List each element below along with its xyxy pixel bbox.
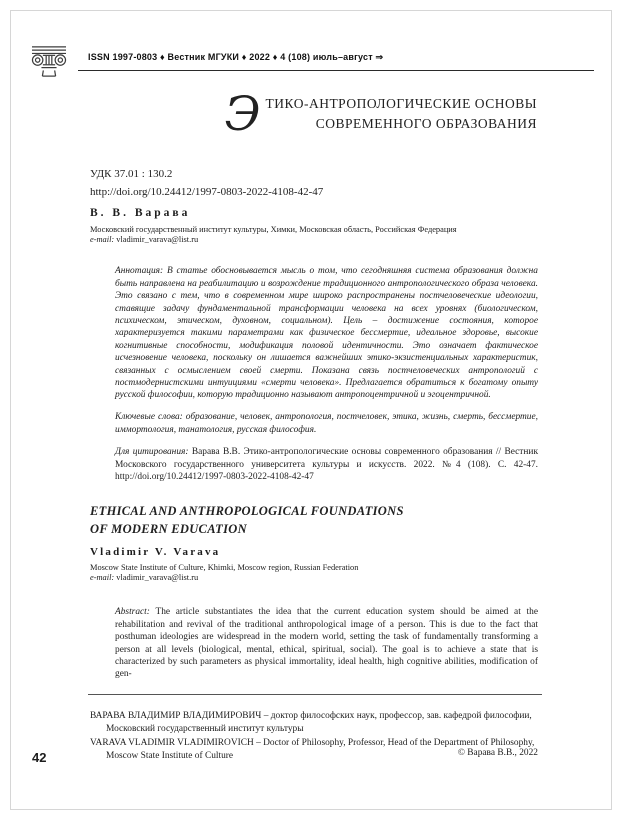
author-en-name: Vladimir V. Varava (90, 546, 221, 558)
email-address-ru: vladimir_varava@list.ru (116, 235, 199, 244)
author-ru-affiliation: Московский государственный институт культуры, Химки, Московская область, Российская Федерация (90, 225, 457, 234)
email-label-en: e-mail: (90, 573, 115, 582)
title-en-line-1: ETHICAL AND ANTHROPOLOGICAL FOUNDATIONS (90, 504, 404, 518)
keywords-label: Ключевые слова: (115, 412, 183, 423)
header-rule (78, 70, 594, 71)
citation-paragraph (115, 446, 538, 483)
annotation-label: Аннотация: (115, 266, 164, 277)
footnote-ru-name: ВАРАВА ВЛАДИМИР ВЛАДИМИРОВИЧ (90, 711, 262, 722)
annotation-paragraph (115, 265, 538, 401)
footnote-en-details: – Doctor of Philosophy, Professor, Head of the Department of Philosophy, Moscow State Institute of Culture (106, 738, 535, 761)
citation-text: Варава В.В. Этико-антропологические основы современного образования // Вестник Московского государственного университета культуры и искусств. 2022. №4 (108). С. 42-47. http://doi.org/10.24412/1997-0803-2022-4108-42-47 (115, 447, 538, 483)
author-en-affiliation: Moscow State Institute of Culture, Khimki, Moscow region, Russian Federation (90, 563, 359, 572)
udk-number: УДК 37.01 : 130.2 (90, 168, 173, 180)
title-line-2: СОВРЕМЕННОГО ОБРАЗОВАНИЯ (315, 116, 537, 131)
title-lines (266, 94, 537, 134)
footnote-en-name: VARAVA VLADIMIR VLADIMIROVICH (90, 738, 254, 749)
abstract-text: The article substantiates the idea that the current education system should be aimed at the rehabilitation and revival of the traditional anthropological image of a person. This is due to the fact that posthuman ideologies are widespread in the modern world, setting the task of fundamentally transforming a person at all levels (biological, mental, ethical, spiritual, social). The goal is to achieve a state that is characterized by such parameters as physical immortality, ideal health, high cognitive abilities, modification of gen- (115, 607, 538, 680)
article-title-en (90, 502, 404, 538)
abstract-paragraph (115, 606, 538, 680)
email-address-en: vladimir_varava@list.ru (116, 573, 199, 582)
article-title-ru (90, 87, 537, 142)
title-line-1: ТИКО-АНТРОПОЛОГИЧЕСКИЕ ОСНОВЫ (265, 96, 537, 111)
citation-label: Для цитирования: (115, 447, 189, 458)
footnote-author-ru (90, 710, 540, 734)
keywords-text: образование, человек, антропология, постчеловек, этика, жизнь, смерть, бессмертие, иммортология, танатология, русская философия. (115, 412, 538, 435)
keywords-paragraph (115, 411, 538, 436)
annotation-text: В статье обосновывается мысль о том, что сегодняшняя система образования должна быть направлена на реабилитацию и возрождение традиционного антропологического образа человека. Это связано с тем, что в современном мире широко распространены постчеловеческие идеологии, ставящие задачу фундаментальной трансформации человека на всех уровнях (биологическом, психическом, этическом, духовном, социальном). Цель – достижение состояния, которое характеризуется такими параметрами как физическое бессмертие, идеальное здоровье, высокие когнитивные способности, модификация половой идентичности. Это означает фактическое исчезновение человека, поскольку он лишается важнейших этико-экзистенциальных характеристик, связанных с осмыслением своей смерти. Показана связь постчеловеческих антропологий с постмодернистскими интуициями «смерти человека». Предлагается обратиться к богатому опыту русской философии, которую традиционно называют антропоцентричной и эгоцентричной. (115, 266, 538, 401)
footnote-ru-details: – доктор философских наук, профессор, зав. кафедрой философии, Московский государственный институт культуры (106, 711, 532, 734)
title-dropcap: Э (224, 87, 261, 142)
author-ru-email (90, 235, 198, 244)
author-ru-name: В. В. Варава (90, 207, 191, 219)
email-label-ru: e-mail: (90, 235, 115, 244)
doi-link[interactable]: http://doi.org/10.24412/1997-0803-2022-4108-42-47 (90, 186, 324, 198)
copyright-notice: © Варава В.В., 2022 (457, 748, 538, 758)
title-en-line-2: OF MODERN EDUCATION (90, 522, 247, 536)
journal-info-line: ISSN 1997-0803 ♦ Вестник МГУКИ ♦ 2022 ♦ 4 (108) июль–август ⇒ (88, 52, 384, 62)
journal-logo-icon (30, 44, 68, 78)
page-number: 42 (32, 750, 47, 765)
abstract-label: Abstract: (115, 607, 150, 618)
author-en-email (90, 573, 198, 582)
footnote-divider (88, 694, 542, 695)
